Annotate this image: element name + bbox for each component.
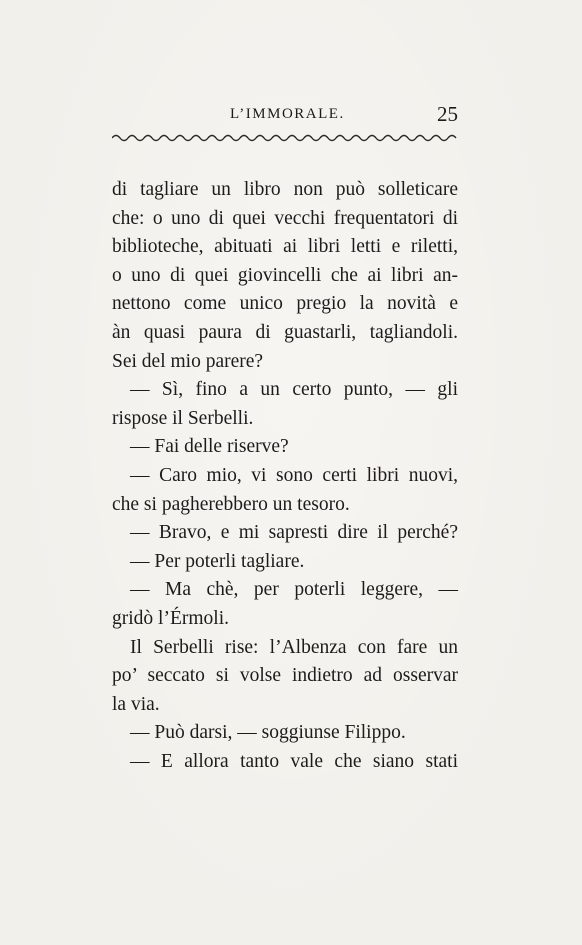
text-line: che: o uno di quei vecchi frequentatori di xyxy=(112,207,458,229)
text-line: o uno di quei giovincelli che ai libri an- xyxy=(112,264,458,286)
text-line: gridò l’Érmoli. xyxy=(112,607,229,629)
text-line: nettono come unico pregio la novità e xyxy=(112,293,458,315)
body-text xyxy=(112,176,458,776)
text-line: Sei del mio parere? xyxy=(112,350,264,372)
page-number: 25 xyxy=(437,102,458,126)
text-line: — Fai delle riserve? xyxy=(130,436,289,458)
ornament-rule xyxy=(112,133,458,143)
text-line: — E allora tanto vale che siano stati xyxy=(130,750,458,772)
text-line: che si pagherebbero un tesoro. xyxy=(112,493,350,515)
running-title: L’IMMORALE. xyxy=(230,106,345,122)
text-line: la via. xyxy=(112,693,160,715)
text-line: — Bravo, e mi sapresti dire il perché? xyxy=(130,522,458,544)
text-line: po’ seccato si volse indietro ad osservar xyxy=(112,665,458,687)
text-line: — Caro mio, vi sono certi libri nuovi, xyxy=(130,464,458,486)
running-head xyxy=(112,102,458,128)
text-line: Il Serbelli rise: l’Albenza con fare un xyxy=(130,636,458,658)
text-line: di tagliare un libro non può solleticare xyxy=(112,179,458,200)
text-line: rispose il Serbelli. xyxy=(112,407,254,429)
text-line: biblioteche, abituati ai libri letti e riletti, xyxy=(112,236,458,258)
text-line: àn quasi paura di guastarli, tagliandoli. xyxy=(112,321,458,343)
text-line: — Ma chè, per poterli leggere, — xyxy=(130,579,458,601)
text-line: — Può darsi, — soggiunse Filippo. xyxy=(130,722,406,744)
text-line: — Sì, fino a un certo punto, — gli xyxy=(130,379,458,401)
text-line: — Per poterli tagliare. xyxy=(130,550,305,572)
